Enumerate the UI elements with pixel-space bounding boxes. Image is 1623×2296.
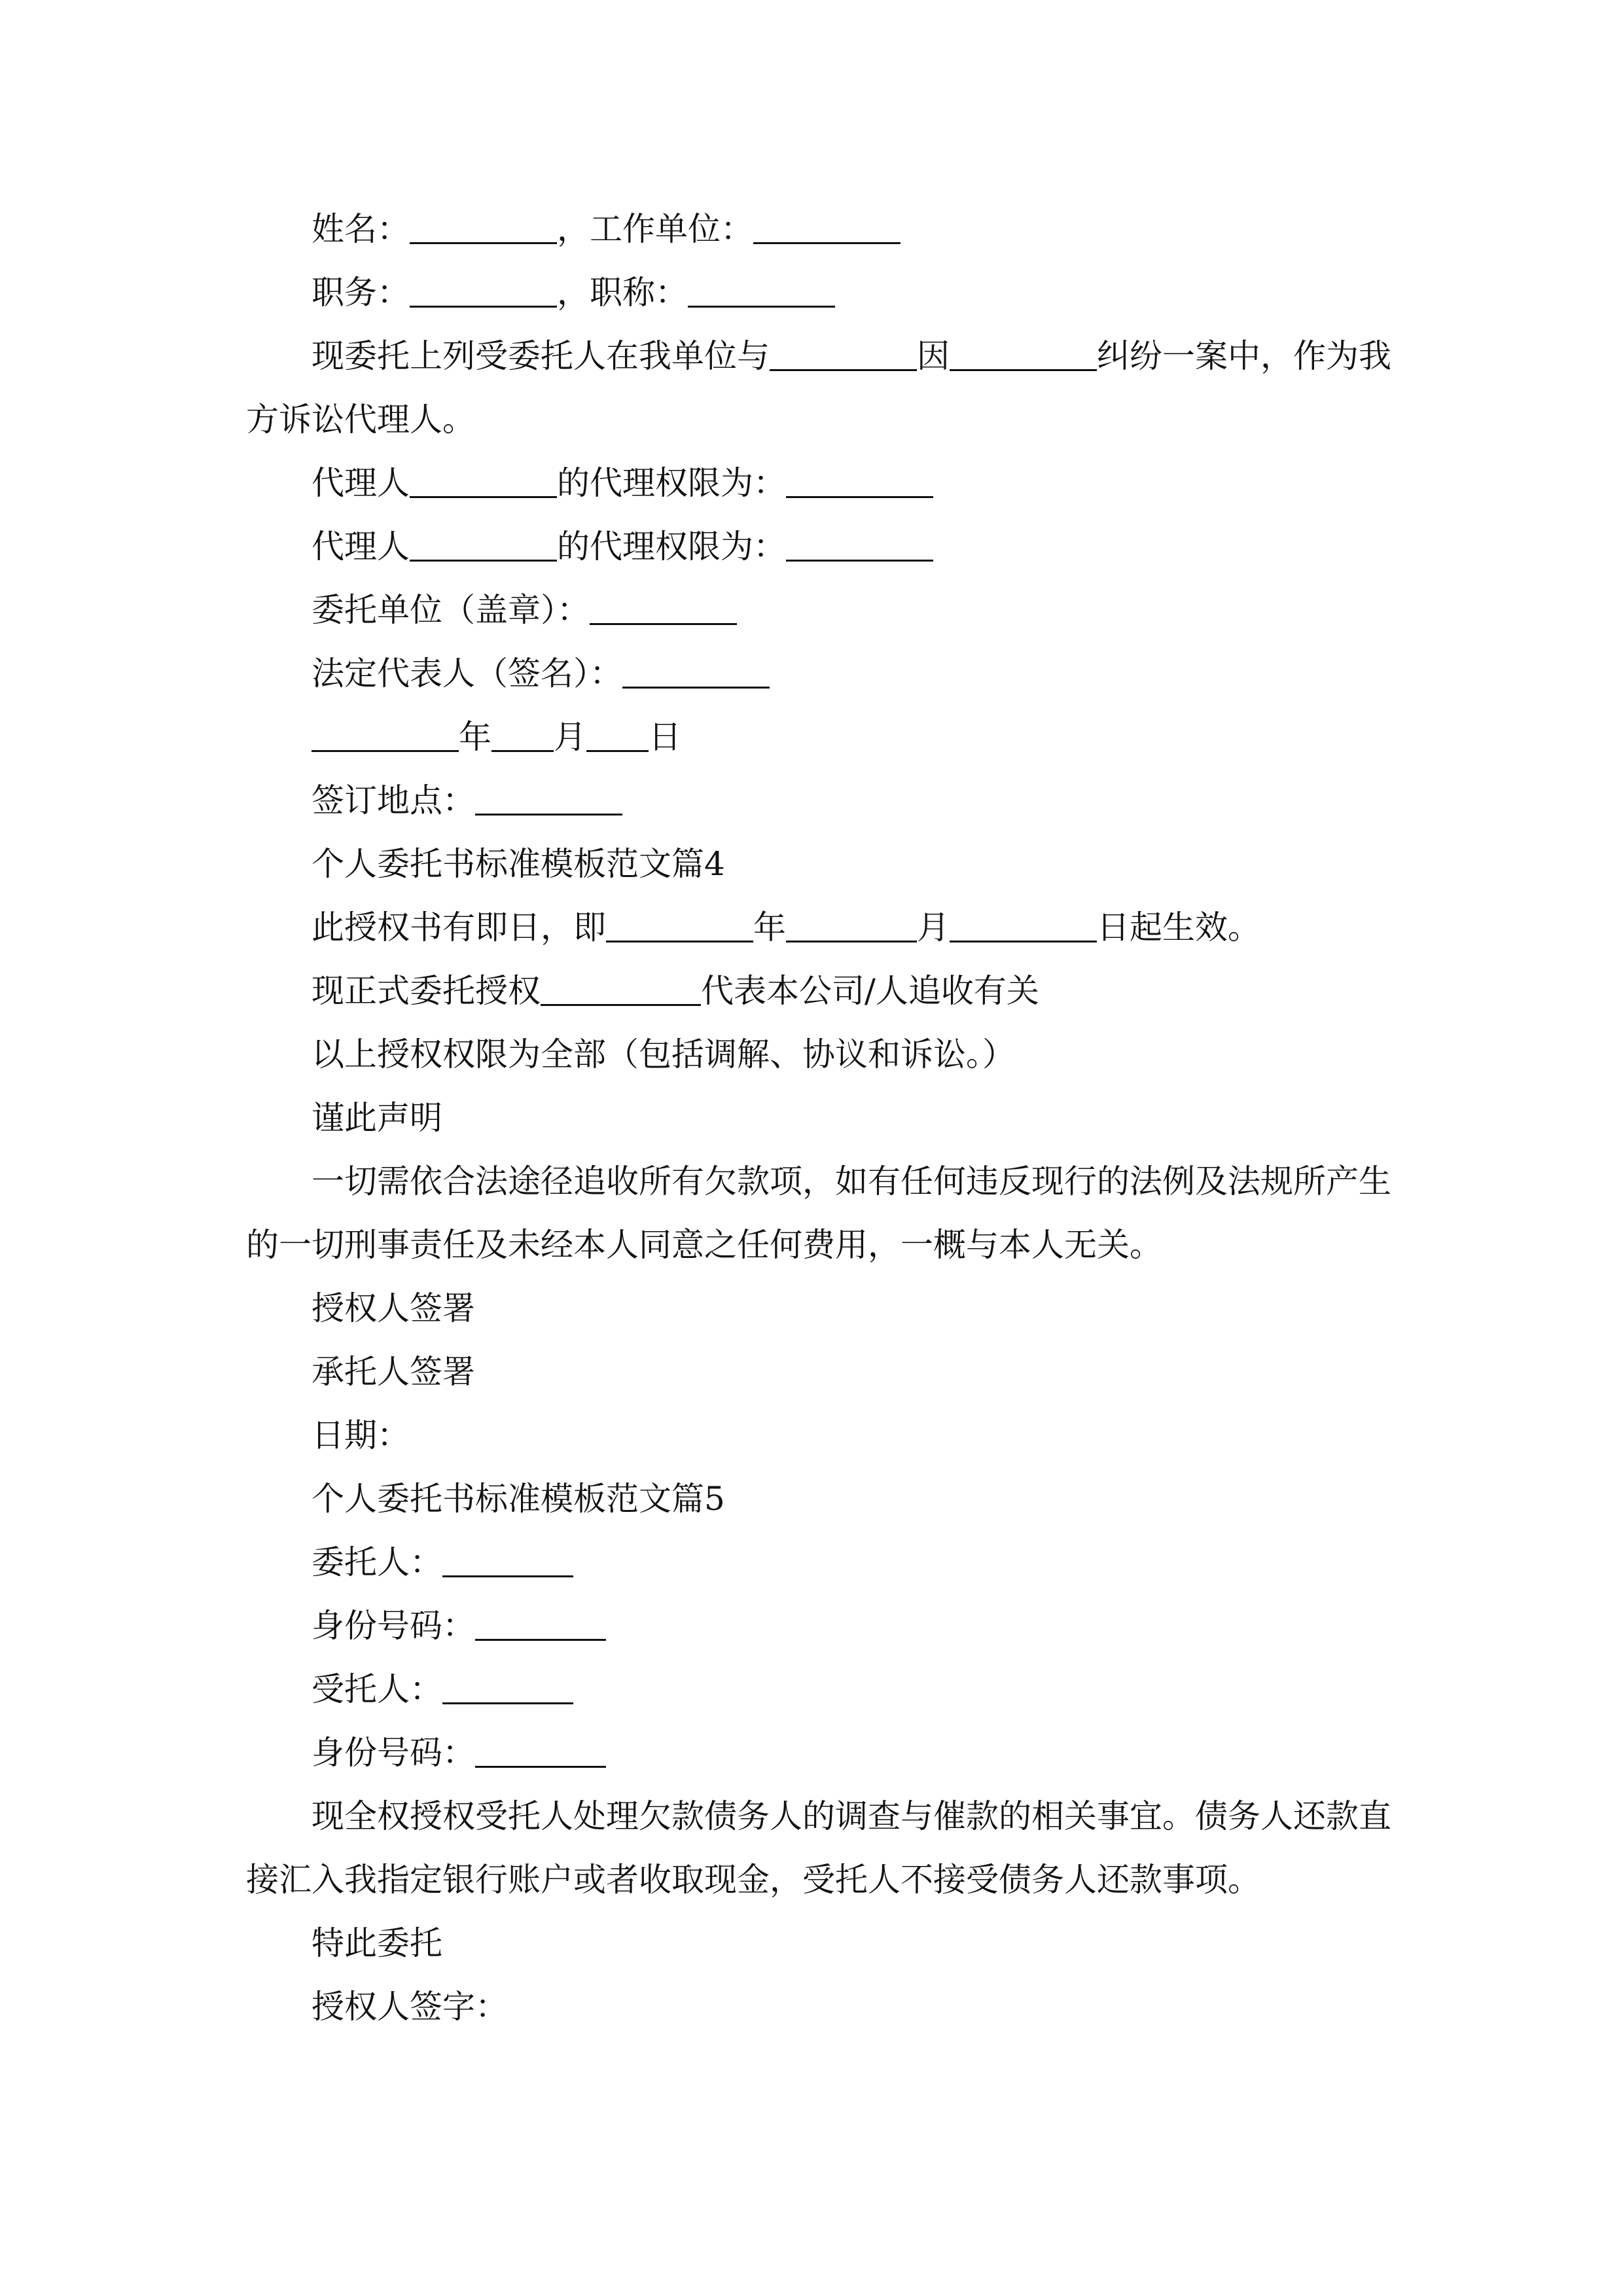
liability-paragraph-line2 — [0, 1213, 1623, 1276]
entrust-text-c: 纠纷一案中，作为我 — [1097, 337, 1391, 375]
effective-day-blank — [950, 900, 1097, 942]
hereby-entrust-line — [0, 1912, 1623, 1975]
party-blank — [770, 329, 917, 371]
agent-label: 受托人： — [312, 1670, 442, 1708]
full-authority-text-b: 接汇入我指定银行账户或者收取现金，受托人不接受债务人还款事项。 — [246, 1861, 1260, 1899]
day-label: 日 — [649, 718, 681, 756]
grantor-signature-line — [0, 1277, 1623, 1340]
full-authority-text-a: 现全权授权受托人处理欠款债务人的调查与催款的相关事宜。债务人还款直 — [312, 1797, 1391, 1835]
agent-blank — [442, 1662, 573, 1704]
name-line — [0, 198, 1623, 260]
trustee-signature-line — [0, 1340, 1623, 1403]
agent1-label: 代理人 — [312, 464, 410, 502]
agent1-name-blank — [410, 456, 557, 498]
authorize-text-a: 现正式委托授权 — [312, 972, 541, 1010]
agent2-name-blank — [410, 519, 557, 562]
section5-title — [0, 1467, 1623, 1530]
title-label: ，职称： — [557, 274, 688, 312]
section4-date-line — [0, 1404, 1623, 1467]
name-blank — [410, 202, 557, 244]
dispute-blank — [950, 329, 1097, 371]
principal-id-blank — [475, 1598, 606, 1641]
entrust-text-b: 因 — [917, 337, 950, 375]
legal-rep-label: 法定代表人（签名）： — [312, 655, 622, 692]
entrust-text-d: 方诉讼代理人。 — [246, 401, 475, 439]
work-unit-blank — [753, 202, 901, 244]
section4-title-text: 个人委托书标准模板范文篇4 — [312, 845, 725, 883]
grantor-sign-label: 授权人签字： — [312, 1988, 508, 2026]
date-line — [0, 706, 1623, 768]
title-blank — [688, 265, 835, 308]
unit-seal-line — [0, 579, 1623, 641]
sign-place-line — [0, 769, 1623, 832]
full-authority-paragraph-line2 — [0, 1848, 1623, 1911]
entrust-text-a: 现委托上列受委托人在我单位与 — [312, 337, 770, 375]
trustee-signature-label: 承托人签署 — [312, 1353, 475, 1391]
authorize-line — [0, 960, 1623, 1022]
agent2-authority-label: 的代理权限为： — [557, 528, 786, 565]
effective-date-line — [0, 896, 1623, 959]
full-authority-paragraph-line1 — [0, 1785, 1623, 1848]
unit-seal-blank — [590, 583, 737, 625]
principal-id-line — [0, 1594, 1623, 1657]
work-unit-label: ，工作单位： — [557, 210, 753, 248]
principal-line — [0, 1531, 1623, 1594]
agent1-line — [0, 452, 1623, 514]
effective-month-label: 月 — [917, 908, 950, 946]
effective-text-d: 日起生效。 — [1097, 908, 1260, 946]
legal-rep-blank — [622, 646, 770, 689]
hereby-entrust-text: 特此委托 — [312, 1924, 442, 1962]
month-label: 月 — [554, 718, 586, 756]
day-blank — [586, 709, 649, 752]
authorize-text-b: 代表本公司/人追收有关 — [701, 972, 1039, 1010]
liability-text-a: 一切需依合法途径追收所有欠款项，如有任何违反现行的法例及法规所产生 — [312, 1162, 1391, 1200]
section4-date-label: 日期： — [312, 1416, 410, 1454]
agent2-authority-blank — [786, 519, 933, 562]
year-blank — [312, 709, 459, 752]
declaration-line — [0, 1086, 1623, 1149]
effective-year-label: 年 — [753, 908, 786, 946]
name-label: 姓名： — [312, 210, 410, 248]
agent-id-blank — [475, 1725, 606, 1768]
agent-id-line — [0, 1721, 1623, 1784]
agent1-authority-blank — [786, 456, 933, 498]
position-label: 职务： — [312, 274, 410, 312]
entrust-paragraph-line2 — [0, 388, 1623, 451]
entrust-paragraph-line1 — [0, 325, 1623, 387]
grantor-signature-label: 授权人签署 — [312, 1289, 475, 1327]
sign-place-label: 签订地点： — [312, 781, 475, 819]
effective-text-a: 此授权书有即日，即 — [312, 908, 606, 946]
agent2-line — [0, 515, 1623, 578]
agent1-authority-label: 的代理权限为： — [557, 464, 786, 502]
principal-id-label: 身份号码： — [312, 1607, 475, 1645]
year-label: 年 — [459, 718, 491, 756]
agent-line — [0, 1658, 1623, 1721]
effective-month-blank — [786, 900, 917, 942]
agent2-label: 代理人 — [312, 528, 410, 565]
scope-line — [0, 1023, 1623, 1086]
grantor-sign-line — [0, 1975, 1623, 2038]
legal-rep-line — [0, 642, 1623, 705]
liability-text-b: 的一切刑事责任及未经本人同意之任何费用，一概与本人无关。 — [246, 1226, 1162, 1264]
principal-blank — [442, 1535, 573, 1577]
effective-year-blank — [606, 900, 753, 942]
section4-title — [0, 833, 1623, 895]
declaration-text: 谨此声明 — [312, 1099, 442, 1137]
scope-text: 以上授权权限为全部（包括调解、协议和诉讼。） — [312, 1035, 1015, 1073]
agent-id-label: 身份号码： — [312, 1734, 475, 1772]
month-blank — [491, 709, 554, 752]
sign-place-blank — [475, 773, 622, 816]
position-line — [0, 261, 1623, 324]
authorized-party-blank — [541, 963, 701, 1006]
position-blank — [410, 265, 557, 308]
unit-seal-label: 委托单位（盖章）： — [312, 591, 590, 629]
liability-paragraph-line1 — [0, 1150, 1623, 1213]
section5-title-text: 个人委托书标准模板范文篇5 — [312, 1480, 725, 1518]
principal-label: 委托人： — [312, 1543, 442, 1581]
